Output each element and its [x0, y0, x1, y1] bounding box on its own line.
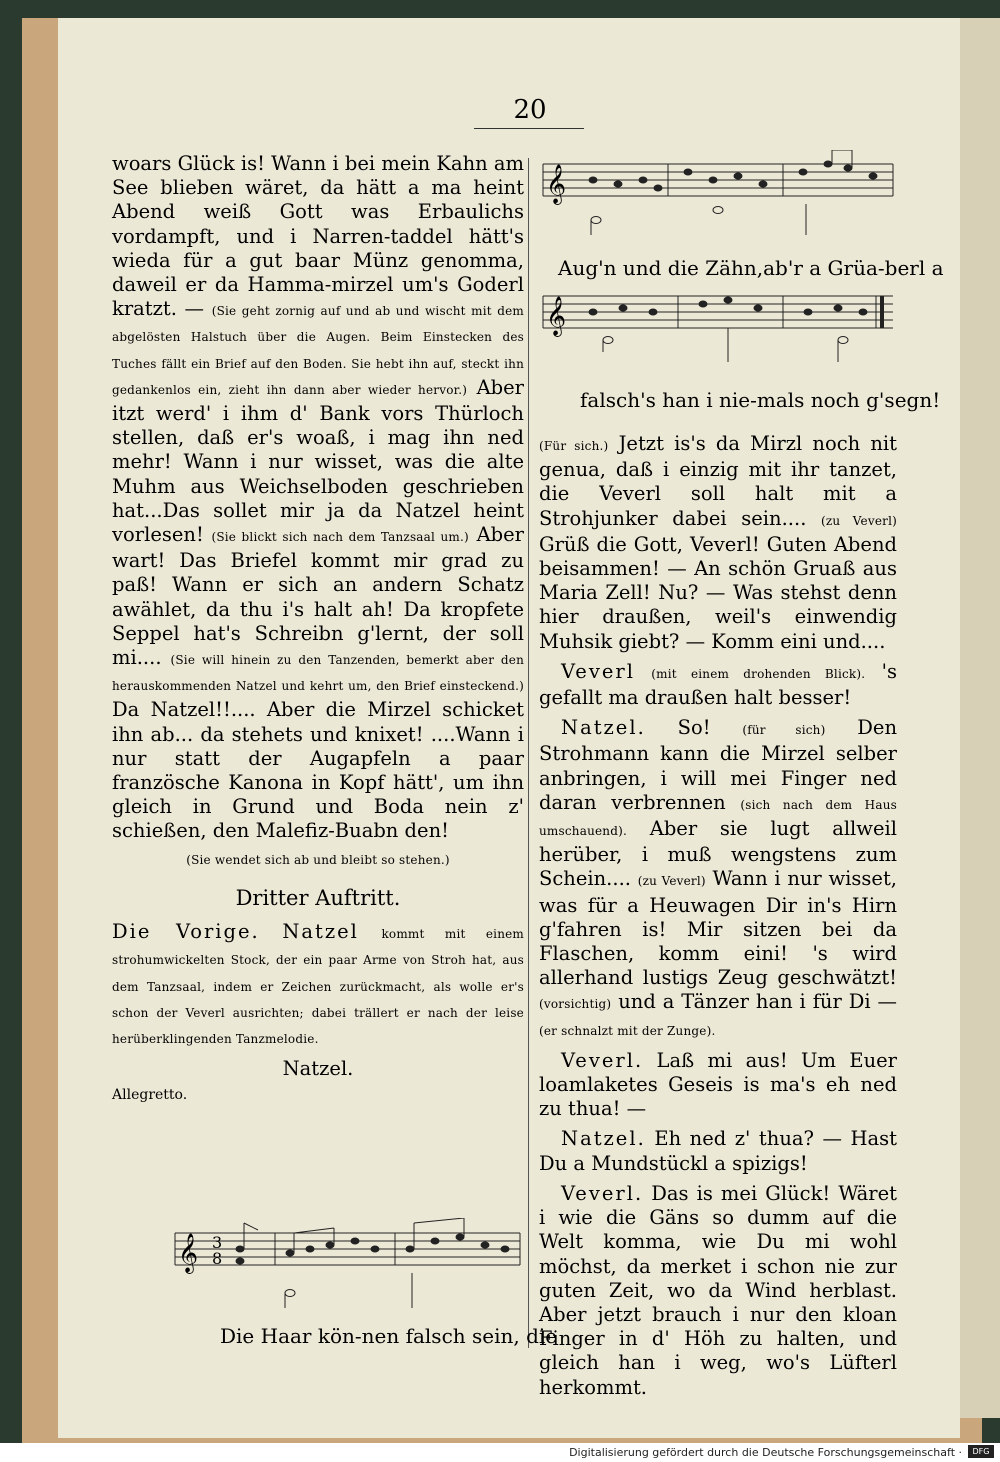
footer-bar	[0, 1443, 1000, 1462]
monologue-text: woars Glück is! Wann i bei mein Kahn am See blieben wäret, da hätt a ma heint Abend weiß Gott was Erbaulichs vordampft, und i Narren-taddel hätt's wieda für a gut baar Münz genomma, daweil er da Hamma-mirzel um's Goderl kratzt. —	[112, 152, 525, 321]
stage-direction: (er schnalzt mit der Zunge).	[539, 1023, 716, 1038]
treble-clef-icon: 𝄞	[546, 164, 567, 204]
character-name: Natzel	[282, 920, 359, 944]
stage-direction: (mit einem drohenden Blick).	[651, 666, 866, 681]
dialogue-text: Aber sie lugt allweil herüber, i muß wengstens zum Schein....	[539, 817, 897, 891]
music-staff	[170, 1218, 525, 1323]
dialogue-text: Jetzt is's da Mirzl noch nit genua, daß i einzig mit ihr tanzet, die Veverl soll halt mit a Strohjunker dabei sein....	[539, 432, 897, 530]
music-staff	[538, 282, 898, 382]
dialogue-paragraph	[539, 660, 897, 710]
dialogue-text: Das is mei Glück! Wäret i wie die Gäns so dumm auf die Welt komma, wie Du mi wohl möchst, da merket i schon nie zur guten Zeit, wo da Wind herblast. Aber jetzt brauch i nur den kloan Finger in d' Höh zu halten, und gleich han i weg, wo's Lüfterl herkommt.	[539, 1181, 897, 1399]
stage-direction: (Sie will hinein zu den Tanzenden, bemerkt aber den herauskommenden Natzel und kehrt um, den Brief einsteckend.)	[112, 653, 524, 694]
stage-direction: (vorsichtig)	[539, 997, 612, 1012]
stage-direction: (zu Veverl)	[637, 874, 706, 889]
dialogue-text: Wann i nur wisset, was für a Heuwagen Dir in's Hirn g'fahren is! Mir sitzen bei da Flaschen, komm eini! 's wird allerhand lustigs Zeug geschwätzt!	[539, 867, 897, 990]
dialogue-paragraph	[539, 1127, 897, 1175]
column-divider	[528, 158, 529, 1348]
monologue-paragraph	[112, 152, 524, 844]
time-signature-bottom: 8	[212, 1249, 223, 1268]
song-lyric: Die Haar kön-nen falsch sein, die	[220, 1324, 558, 1348]
page-number-rule	[474, 128, 584, 129]
dialogue-paragraph	[539, 432, 897, 654]
stage-direction: (Sie blickt sich nach dem Tanzsaal um.)	[211, 530, 469, 545]
monologue-text: Da Natzel!!.... Aber die Mirzel schicket ihn ab... da stehets und knixet! ....Wann i nur statt der Augapfeln a paar französche Kanona in Kopf hätt', um ihn gleich in Grund und Boda nein z' schießen, den Malefiz-Buabn den!	[112, 698, 524, 843]
dfg-logo: DFG	[968, 1445, 994, 1458]
treble-clef-icon: 𝄞	[546, 296, 567, 336]
monologue-text: Aber itzt werd' i ihm d' Bank vors Thürloch stellen, daß er's woaß, i mag ihn ned mehr! Wann i nur wisset, was die alte Muhm aus Weichselboden geschrieben hat...Das sollet mir ja da Natzel heint vorlesen!	[112, 375, 525, 547]
dialogue-text: Grüß die Gott, Veverl! Guten Abend beisammen! — An schön Gruaß aus Maria Zell! Nu? — Was stehst denn hier draußen, weil's einwendig Muhsik giebt? — Komm eini und....	[539, 532, 897, 653]
dialogue-paragraph	[539, 1049, 897, 1122]
speaker-name: Veverl	[561, 659, 635, 683]
speaker-name: Natzel.	[561, 1127, 646, 1151]
scene-heading: Dritter Auftritt.	[235, 885, 401, 910]
funding-credit: Digitalisierung gefördert durch die Deutsche Forschungsgemeinschaft ·	[569, 1446, 962, 1459]
speaker-name: Natzel.	[561, 716, 646, 740]
page-number: 20	[513, 95, 547, 125]
persons-paragraph	[112, 920, 524, 1051]
stage-direction: kommt mit einem strohumwickelten Stock, der ein paar Arme von Stroh hat, aus dem Tanzsaal, indem er Zeichen zurückmacht, als wolle er's schon der Veverl ausrichten; dabei trällert er nach der leise herüberklingenden Tanzmelodie.	[112, 927, 525, 1046]
monologue-text: Aber wart! Das Briefel kommt mir grad zu paß! Wann er sich an andern Schatz awählet, da thu i's halt ah! Da kropfete Seppel hat's Schreibn g'lernt, der soll mi....	[112, 523, 524, 670]
stage-direction: (für sich)	[742, 723, 826, 738]
stage-direction: (Sie geht zornig auf und ab und wischt mit dem abgelösten Halstuch über die Augen. Beim Einstecken des Tuches fällt ein Brief auf den Boden. Sie hebt ihn auf, steckt ihn gedankenlos ein, zieht ihn dann aber wieder hervor.)	[112, 304, 525, 397]
stage-direction: (Für sich.)	[539, 439, 609, 453]
dialogue-text: So!	[677, 716, 711, 740]
dialogue-text: Laß mi aus! Um Euer loamlaketes Geseis is ma's eh ned zu thua! —	[539, 1048, 898, 1121]
dialogue-text: Den Strohmann kann die Mirzel selber anbringen, i will mei Finger ned daran verbrennen	[539, 716, 898, 814]
speaker-name: Natzel.	[282, 1057, 354, 1081]
stage-direction: (zu Veverl)	[821, 513, 897, 528]
dialogue-text: Eh ned z' thua? — Hast Du a Mundstückl a spizigs!	[539, 1127, 898, 1175]
next-page-edge	[960, 18, 1000, 1418]
treble-clef-icon: 𝄞	[178, 1233, 199, 1273]
music-staff	[538, 150, 898, 250]
right-column	[539, 432, 897, 1400]
speaker-name: Veverl.	[561, 1181, 644, 1205]
song-lyric: Aug'n und die Zähn,ab'r a Grüa-berl a	[558, 256, 944, 280]
speaker-name: Veverl.	[561, 1048, 644, 1072]
dialogue-text: und a Tänzer han i für Di —	[618, 990, 897, 1014]
tempo-marking: Allegretto.	[112, 1087, 188, 1104]
song-lyric: falsch's han i nie-mals noch g'segn!	[580, 388, 941, 412]
stage-direction: (Sie wendet sich ab und bleibt so stehen.)	[186, 852, 450, 867]
dialogue-paragraph	[539, 1182, 897, 1400]
stage-direction: (sich nach dem Haus umschauend).	[539, 797, 897, 839]
left-column	[112, 152, 524, 1108]
character-names: Die Vorige.	[112, 920, 260, 944]
dialogue-paragraph	[539, 716, 897, 1043]
dialogue-text: 's gefallt ma draußen halt besser!	[539, 659, 898, 710]
time-signature-top: 3	[212, 1233, 223, 1252]
